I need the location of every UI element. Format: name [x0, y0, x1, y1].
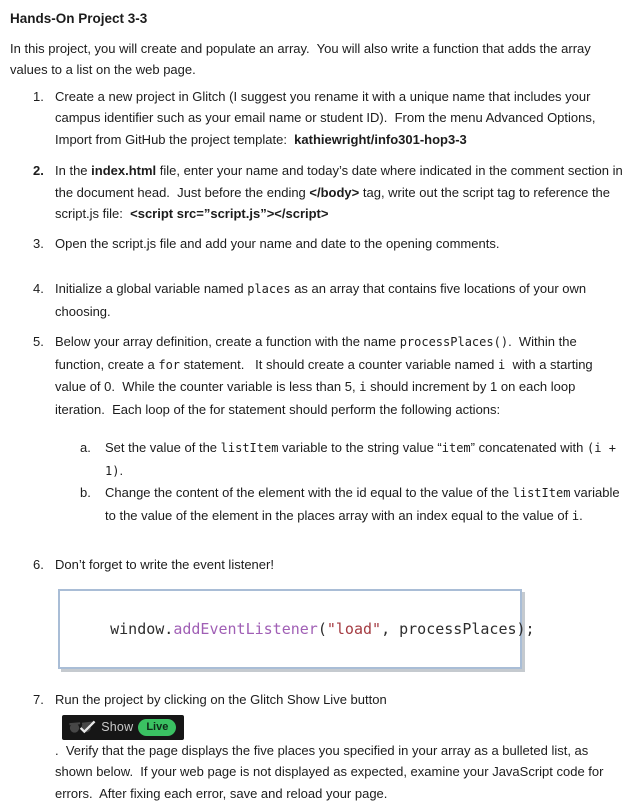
step-7	[10, 689, 623, 804]
step-text: Create a new project in Glitch (I suggest you rename it with a unique name that includes your campus identifier such as your email name or student ID). From the menu Advanced Options, Import from GitHub the project template: kathiewright/info301-hop3-3	[55, 86, 623, 151]
step-5	[10, 331, 623, 420]
substep-b	[10, 482, 623, 527]
step-text: Don’t forget to write the event listener!	[55, 554, 623, 576]
step-1	[10, 86, 623, 151]
live-badge: Live	[138, 719, 176, 736]
substep-letter: b.	[80, 482, 105, 527]
substep-text: Change the content of the element with the id equal to the value of the listItem variable to the value of the element in the places array with an index equal to the value of i.	[105, 482, 623, 527]
step-number: 7.	[33, 689, 55, 804]
step-number: 4.	[33, 278, 55, 322]
substep-letter: a.	[80, 437, 105, 482]
step-2	[10, 160, 623, 225]
step-text: Below your array definition, create a function with the name processPlaces(). Within the function, create a for statement. It should create a counter variable named i with a starting value of 0. While the counter variable is less than 5, i should increment by 1 on each loop iteration. Each loop of the for statement should perform the following actions:	[55, 331, 623, 420]
step-number: 3.	[33, 233, 55, 255]
show-label: Show	[101, 720, 133, 734]
step-text: Run the project by clicking on the Glitch Show Live button Show Live . Verify that the page displays the five places you specified in your array as a bulleted list, as shown below. If your web page is not displayed as expected, examine your JavaScript code for errors. After fixing each error, save and reload your page.	[55, 689, 623, 804]
step-4	[10, 278, 623, 322]
page-title: Hands-On Project 3-3	[10, 8, 623, 30]
step-number: 5.	[33, 331, 55, 420]
show-live-button-image	[62, 715, 184, 740]
code-line: window.addEventListener("load", processPlaces);	[110, 620, 534, 638]
step-3	[10, 233, 623, 255]
intro-paragraph: In this project, you will create and populate an array. You will also write a function that adds the array values to a list on the web page.	[10, 38, 623, 81]
step-text: Initialize a global variable named places as an array that contains five locations of your own choosing.	[55, 278, 623, 322]
step-number: 6.	[33, 554, 55, 576]
code-snippet	[58, 589, 522, 669]
step-text: In the index.html file, enter your name and today’s date where indicated in the comment section in the document head. Just before the ending </body> tag, write out the script tag to reference the script.js file: <script src=”script.js”></script>	[55, 160, 623, 225]
substep-a	[10, 437, 623, 482]
step-number: 1.	[33, 86, 55, 151]
step-text: Open the script.js file and add your name and date to the opening comments.	[55, 233, 623, 255]
sunglasses-icon	[68, 720, 96, 734]
step-6	[10, 554, 623, 576]
substep-text: Set the value of the listItem variable to the string value “item” concatenated with (i + 1).	[105, 437, 623, 482]
step-number: 2.	[33, 160, 55, 225]
